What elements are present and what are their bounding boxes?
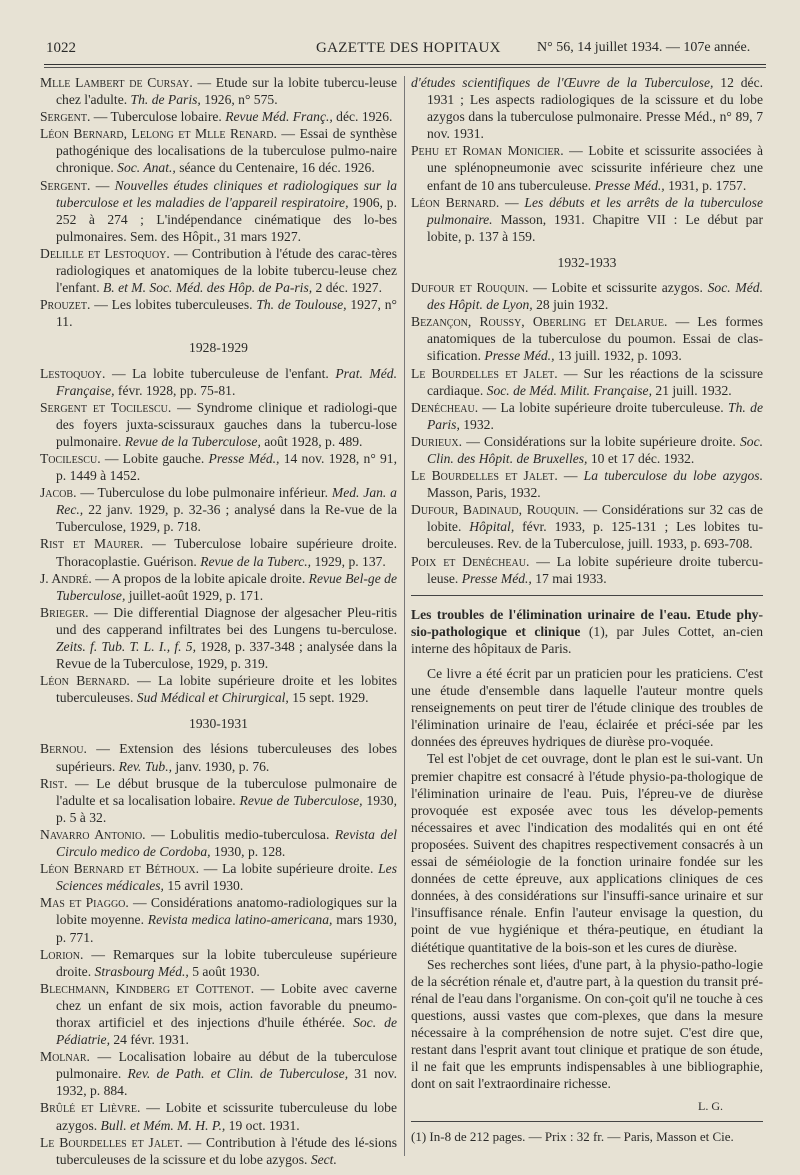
reference-entry bbox=[40, 125, 397, 176]
reference-details: 15 sept. 1929. bbox=[288, 690, 369, 706]
right-references bbox=[411, 74, 763, 587]
reference-details: 1929, p. 137. bbox=[311, 553, 386, 569]
reference-author: Blechmann, Kindberg et Cottenot. bbox=[40, 980, 255, 996]
reference-source: La tuberculose du lobe azygos. bbox=[583, 468, 763, 484]
reference-source: Presse Méd., bbox=[484, 348, 555, 364]
reference-details: févr. 1928, pp. 75-81. bbox=[114, 382, 236, 398]
reference-text: — Considérations sur 32 cas de lobite. bbox=[427, 502, 763, 535]
reference-text: — bbox=[90, 177, 115, 193]
year-heading: 1930-1931 bbox=[189, 716, 248, 732]
reference-author: Dufour et Rouquin. bbox=[411, 280, 529, 296]
reference-author: Tocilescu. bbox=[40, 450, 101, 466]
reference-details: 14 nov. 1928, n° 91, p. 1449 à 1452. bbox=[56, 450, 397, 484]
reference-author: Poix et Denécheau. bbox=[411, 553, 530, 569]
review-title: Les troubles de l'élimination urinaire de l'eau. Etude phy-sio-pathologique et clinique bbox=[411, 606, 763, 639]
reference-author: Rist. bbox=[40, 775, 68, 791]
reference-source: Hôpital, bbox=[469, 519, 515, 535]
reference-source: Revista medica latino-americana, bbox=[147, 912, 333, 928]
reference-source: Presse Méd., bbox=[461, 570, 532, 586]
reference-details: mars 1930, p. 771. bbox=[56, 912, 397, 945]
reference-entry bbox=[411, 553, 763, 587]
reference-details: 19 oct. 1931. bbox=[225, 1117, 300, 1133]
reference-author: Prouzet. bbox=[40, 297, 91, 313]
review-signature: L. G. bbox=[698, 1099, 723, 1114]
reference-author: Léon Bernard. bbox=[411, 194, 500, 210]
reference-source: Revue Bel-ge de Tuberculose, bbox=[56, 570, 397, 603]
reference-author: Bezançon, Roussy, Oberling et Delarue. bbox=[411, 314, 668, 330]
reference-text: — Lobite avec caverne chez un enfant de six mois, action favorable du pneumo-thorax artificiel et des injections d'huile éthérée. bbox=[56, 980, 397, 1030]
reference-author: Léon Bernard et Béthoux. bbox=[40, 861, 200, 877]
reference-text: — Tuberculose du lobe pulmonaire inférieur. bbox=[76, 485, 332, 501]
reference-details: séance du Centenaire, 16 déc. 1926. bbox=[175, 160, 375, 176]
review-paragraph: Tel est l'objet de cet ouvrage, dont le plan est le sui-vant. Un premier chapitre est consacré à l'étude physio-pa-thologique de l'élimination urinaire de l'eau. Puis, l'épreu-ve de diurèse provoquée est exposée avec tous les dévelop-pements nécessaires et avec l'indication des modalités qui en ont été proposées. Suivent des chapitres respectivement consacrés à un essai de séméiologie de la fonction urinaire fondée sur les données de cette épreuve, aux applications cliniques de ces données, à des considérations sur l'insuffi-sance urinaire et sur l'insuffisance rénale. Enfin l'auteur envisage la question, du point de vue hygiénique et théra-peutique, en étudiant la diététique quantitative de la bois-son et les cures de diurèse. bbox=[411, 751, 763, 955]
reference-author: Lestoquoy. bbox=[40, 365, 106, 381]
reference-text: — bbox=[499, 194, 525, 210]
reference-text: — Extension des lésions tuberculeuses des lobes supérieurs. bbox=[56, 741, 397, 774]
reference-details: 10 et 17 déc. 1932. bbox=[587, 450, 695, 466]
right-column bbox=[411, 74, 763, 1146]
reference-text: — La lobite supérieure droite tubercu-leuse. bbox=[427, 553, 763, 586]
reference-source: Revue de la Tuberc., bbox=[200, 553, 312, 569]
reference-author: Denécheau. bbox=[411, 399, 479, 415]
reference-source: Bull. et Mém. M. H. P., bbox=[100, 1117, 226, 1133]
reference-details: janv. 1930, p. 76. bbox=[172, 758, 270, 774]
reference-source: B. et M. Soc. Méd. des Hôp. de Pa-ris, bbox=[103, 280, 313, 296]
reference-source: Soc. de Méd. Milit. Française, bbox=[486, 382, 652, 398]
reference-text: — Tuberculose lobaire. bbox=[90, 109, 226, 125]
reference-source: Strasbourg Méd., bbox=[94, 963, 189, 979]
reference-entry bbox=[411, 279, 763, 313]
reference-entry bbox=[411, 74, 763, 142]
reference-author: Sergent. bbox=[40, 177, 91, 193]
reference-text: — Contribution à l'étude des lé-sions tuberculeuses de la scissure et du lobe azygos. bbox=[56, 1134, 397, 1167]
reference-details: 1932. bbox=[459, 416, 494, 432]
reference-author: J. André. bbox=[40, 570, 92, 586]
reference-entry bbox=[40, 570, 397, 604]
reference-entry bbox=[40, 946, 397, 980]
reference-author: Léon Bernard, Lelong et Mlle Renard. bbox=[40, 126, 277, 142]
reference-details: 1930, p. 128. bbox=[210, 844, 286, 860]
reference-author: Durieux. bbox=[411, 433, 462, 449]
reference-details: 13 juill. 1932, p. 1093. bbox=[554, 348, 682, 364]
review-author-note: (1), par Jules Cottet, an-cien interne des hôpitaux de Paris. bbox=[411, 623, 763, 656]
reference-source: Revista del Circulo medico de Cordoba, bbox=[56, 826, 397, 860]
reference-text: — Les formes anatomiques de la tuberculose du poumon. Essai de clas-sification. bbox=[427, 314, 763, 364]
reference-text: — Essai de synthèse pathogénique des localisations de la tuberculose pulmo-naire chronique. bbox=[56, 126, 398, 176]
reference-entry bbox=[40, 245, 397, 296]
reference-source: Th. de Paris, bbox=[130, 92, 201, 108]
reference-entry bbox=[40, 672, 397, 706]
reference-entry bbox=[40, 1099, 397, 1133]
reference-source: Rev. de Path. et Clin. de Tuberculose, bbox=[127, 1066, 349, 1082]
reference-text: — Die differential Diagnose der algesacher Pleu-ritis und des capperand infiltrates bei des Lungens tu-berculose. bbox=[56, 604, 397, 637]
reference-text: — Lobulitis medio-tuberculosa. bbox=[145, 826, 335, 842]
reference-source: d'études scientifiques de l'Œuvre de la Tuberculose, bbox=[411, 75, 714, 90]
reference-text: — Considérations sur la lobite supérieure droite. bbox=[462, 433, 740, 449]
section-separator bbox=[411, 595, 763, 596]
reference-details: déc. 1926. bbox=[332, 109, 393, 125]
reference-details: 1927, n° 11. bbox=[56, 297, 397, 330]
reference-entry bbox=[40, 399, 397, 450]
reference-source: Presse Méd., bbox=[594, 177, 665, 193]
reference-text: — La lobite supérieure droite et les lobites tuberculeuses. bbox=[56, 673, 397, 706]
reference-source: Prat. Méd. Française, bbox=[56, 365, 397, 398]
footnote: (1) In-8 de 212 pages. — Prix : 32 fr. — Paris, Masson et Cie. bbox=[411, 1129, 734, 1145]
reference-source: Revue de la Tuberculose, bbox=[124, 433, 261, 449]
reference-details: 1928, p. 337-348 ; analysée dans la Revue de la Tuberculose, 1929, p. 319. bbox=[56, 639, 397, 672]
reference-author: Dufour, Badinaud, Rouquin. bbox=[411, 502, 579, 518]
year-heading: 1932-1933 bbox=[557, 254, 617, 270]
reference-text: — La lobite supérieure droite tuberculeuse. bbox=[478, 399, 729, 415]
reference-source: Nouvelles études cliniques et radiologiques sur la tuberculose et les maladies de l'appareil respiratoire, bbox=[56, 177, 397, 210]
reference-author: Pehu et Roman Monicier. bbox=[411, 143, 564, 159]
reference-entry bbox=[40, 535, 397, 569]
reference-details: 15 avril 1930. bbox=[163, 878, 244, 894]
reference-author: Brieger. bbox=[40, 604, 89, 620]
reference-text: — Considérations anatomo-radiologiques sur la lobite moyenne. bbox=[56, 895, 398, 928]
reference-author: Le Bourdelles et Jalet. bbox=[411, 468, 558, 484]
reference-details: 24 févr. 1931. bbox=[109, 1032, 189, 1048]
reference-entry bbox=[40, 740, 397, 774]
reference-text: — Lobite et scissurite tuberculeuse du lobe azygos. bbox=[56, 1100, 397, 1133]
reference-entry bbox=[40, 1134, 397, 1168]
reference-text: — Les lobites tuberculeuses. bbox=[90, 297, 257, 313]
left-column bbox=[40, 74, 397, 1168]
reference-entry bbox=[40, 450, 397, 484]
reference-details: 2 déc. 1927. bbox=[312, 280, 382, 296]
reference-text: — La lobite supérieure droite. bbox=[199, 861, 379, 877]
reference-entry bbox=[40, 108, 397, 125]
reference-text: — bbox=[557, 468, 584, 484]
reference-text: — La lobite tuberculeuse de l'enfant. bbox=[105, 365, 336, 381]
reference-source: Sect. bbox=[310, 1151, 337, 1167]
reference-details: 21 juill. 1932. bbox=[652, 382, 732, 398]
reference-text: — Tuberculose lobaire supérieure droite. Thoracoplastie. Guérison. bbox=[56, 536, 397, 569]
reference-entry bbox=[40, 894, 397, 945]
reference-text: — Etude sur la lobite tubercu-leuse chez l'adulte. bbox=[56, 75, 397, 108]
reference-text: — Lobite et scissurite associées à une splénopneumonie avec scissurite inférieure chez une enfant de 10 ans tuberculeuse. bbox=[427, 143, 764, 193]
reference-text: — Remarques sur la lobite tuberculeuse supérieure droite. bbox=[56, 946, 397, 979]
reference-entry bbox=[411, 194, 763, 245]
reference-entry bbox=[411, 433, 763, 467]
reference-entry bbox=[411, 313, 763, 364]
reference-text: — Syndrome clinique et radiologi-que des foyers juxta-scissuraux gauches dans la tubercu-lose pulmonaire. bbox=[56, 399, 397, 449]
reference-entry bbox=[40, 1048, 397, 1099]
footnote-separator bbox=[411, 1121, 763, 1122]
journal-title: GAZETTE DES HOPITAUX bbox=[316, 40, 501, 56]
reference-text: — A propos de la lobite apicale droite. bbox=[91, 570, 309, 586]
review-paragraph: Ses recherches sont liées, d'une part, à la physio-patho-logie de la sécrétion rénale et, d'autre part, à la question du transit pré-rénal de l'eau dans l'organisme. On con-çoit qu'il ne touche à ces questions, aussi vastes que com-plexes, que dans la mesure nécessaire à la compréhension de notre sujet. C'est dire que, restant dans l'esprit avant tout clinique et pratique de son étude, il ne fait que les emprunts indispensables à une bibliographie, dont on sait l'extraordinaire richesse. bbox=[411, 956, 763, 1092]
reference-author: Rist et Maurer. bbox=[40, 536, 144, 552]
reference-details: Masson, Paris, 1932. bbox=[427, 485, 541, 501]
reference-author: Le Bourdelles et Jalet. bbox=[40, 1134, 183, 1150]
reference-entry bbox=[40, 980, 397, 1048]
reference-source: Soc. Anat., bbox=[117, 160, 176, 176]
reference-entry bbox=[411, 501, 763, 552]
reference-author: Lorion. bbox=[40, 946, 84, 962]
reference-source: Presse Méd., bbox=[208, 450, 280, 466]
reference-entry bbox=[411, 399, 763, 433]
reference-text: — Lobite gauche. bbox=[100, 450, 209, 466]
reference-entry bbox=[40, 74, 397, 108]
reference-author: Molnar. bbox=[40, 1049, 90, 1065]
reference-source: Med. Jan. a Rec., bbox=[56, 485, 397, 518]
review-body bbox=[411, 665, 763, 1092]
reference-source: Soc. Clin. des Hôpit. de Bruxelles, bbox=[427, 433, 763, 466]
reference-text: — Le début brusque de la tuberculose pulmonaire de l'adulte et sa localisation lobaire. bbox=[56, 775, 397, 808]
reference-details: Masson, 1931. Chapitre VII : Le début par lobite, p. 137 à 159. bbox=[427, 211, 763, 244]
reference-source: Th. de Paris, bbox=[427, 399, 764, 432]
reference-author: Le Bourdelles et Jalet. bbox=[411, 365, 558, 381]
reference-details: 5 août 1930. bbox=[188, 963, 260, 979]
reference-author: Navarro Antonio. bbox=[40, 826, 146, 842]
reference-details: juillet-août 1929, p. 171. bbox=[125, 587, 264, 603]
header-rule bbox=[44, 64, 766, 65]
reference-entry bbox=[40, 775, 397, 826]
reference-source: Zeits. f. Tub. T. L. I., f. 5, bbox=[56, 639, 197, 654]
reference-details: 31 nov. 1932, p. 884. bbox=[56, 1066, 397, 1099]
reference-text: — Contribution à l'étude des carac-tères radiologiques et anatomiques de la lobite tubercu-leuse chez l'enfant. bbox=[56, 245, 397, 296]
page-number: 1022 bbox=[46, 40, 76, 56]
reference-entry bbox=[40, 484, 397, 535]
reference-source: Revue de Tuberculose, bbox=[239, 792, 363, 808]
reference-text: — Localisation lobaire au début de la tuberculose pulmonaire. bbox=[56, 1049, 397, 1082]
reference-entry bbox=[40, 860, 397, 894]
column-divider bbox=[404, 76, 405, 1156]
reference-source: Sud Médical et Chirurgical, bbox=[136, 690, 289, 706]
reference-details: 1931, p. 1757. bbox=[664, 177, 747, 193]
reference-source: Soc. Méd. des Hôpit. de Lyon, bbox=[427, 280, 763, 313]
reference-details: 28 juin 1932. bbox=[532, 297, 609, 313]
reference-author: Mas et Piaggo. bbox=[40, 895, 129, 911]
reference-details: 17 mai 1933. bbox=[531, 570, 607, 586]
reference-author: Bernou. bbox=[40, 741, 87, 757]
reference-entry bbox=[411, 365, 763, 399]
reference-details: 12 déc. 1931 ; Les aspects radiologiques de la scissure et du lobe azygos dans la tuberculose pulmonaire. Presse Méd., n° 89, 7 nov. 1931. bbox=[427, 75, 763, 142]
reference-author: Sergent. bbox=[40, 109, 91, 125]
reference-details: févr. 1933, p. 125-131 ; Les lobites tu-berculeuses. Rev. de la Tuberculose, juill. 1933, p. 693-708. bbox=[427, 519, 763, 552]
review-paragraph: Ce livre a été écrit par un praticien pour les praticiens. C'est une étude d'ensemble dans laquelle l'auteur montre quels renseignements on peut tirer de l'étude clinique des troubles de l'élimination urinaire de l'eau, éclairée et préci-sée par les données des épreuves hydriques de diurèse pro-voquée. bbox=[411, 666, 763, 750]
reference-source: Les Sciences médicales, bbox=[56, 861, 397, 894]
review-heading bbox=[411, 606, 763, 657]
reference-details: 1906, p. 252 à 274 ; L'indépendance cinématique des lo-bes pulmonaires. Sem. des Hôpit., 31 mars 1927. bbox=[56, 194, 398, 244]
reference-details: 1926, n° 575. bbox=[200, 92, 278, 108]
reference-author: Sergent et Tocilescu. bbox=[40, 399, 172, 415]
reference-text: — Lobite et scissurite azygos. bbox=[528, 280, 708, 296]
reference-author: Léon Bernard. bbox=[40, 673, 130, 689]
reference-entry bbox=[40, 296, 397, 330]
reference-details: 1930, p. 5 à 32. bbox=[56, 792, 397, 825]
reference-source: Les débuts et les arrêts de la tuberculose pulmonaire. bbox=[427, 194, 764, 227]
issue-info: N° 56, 14 juillet 1934. — 107e année. bbox=[537, 40, 751, 55]
reference-details: 22 janv. 1929, p. 32-36 ; analysé dans la Re-vue de la Tuberculose, 1929, p. 718. bbox=[56, 502, 397, 535]
reference-source: Revue Méd. Franç., bbox=[225, 109, 333, 125]
page-header bbox=[0, 0, 800, 62]
header-rule-secondary bbox=[44, 67, 766, 68]
reference-author: Brûlé et Lièvre. bbox=[40, 1100, 141, 1116]
reference-author: Mlle Lambert de Cursay. bbox=[40, 75, 193, 90]
reference-entry bbox=[411, 142, 763, 193]
reference-details: août 1928, p. 489. bbox=[260, 433, 363, 449]
reference-entry bbox=[40, 604, 397, 672]
reference-source: Soc. de Pédiatrie, bbox=[56, 1014, 397, 1048]
reference-entry bbox=[40, 177, 397, 245]
reference-entry bbox=[40, 826, 397, 860]
reference-entry bbox=[411, 467, 763, 501]
reference-entry bbox=[40, 365, 397, 399]
year-heading: 1928-1929 bbox=[189, 340, 248, 356]
reference-author: Delille et Lestoquoy. bbox=[40, 245, 170, 261]
reference-source: Th. de Toulouse, bbox=[256, 297, 347, 313]
reference-text: — Sur les réactions de la scissure cardiaque. bbox=[427, 365, 763, 398]
reference-author: Jacob. bbox=[40, 485, 77, 501]
reference-source: Rev. Tub., bbox=[118, 758, 173, 774]
